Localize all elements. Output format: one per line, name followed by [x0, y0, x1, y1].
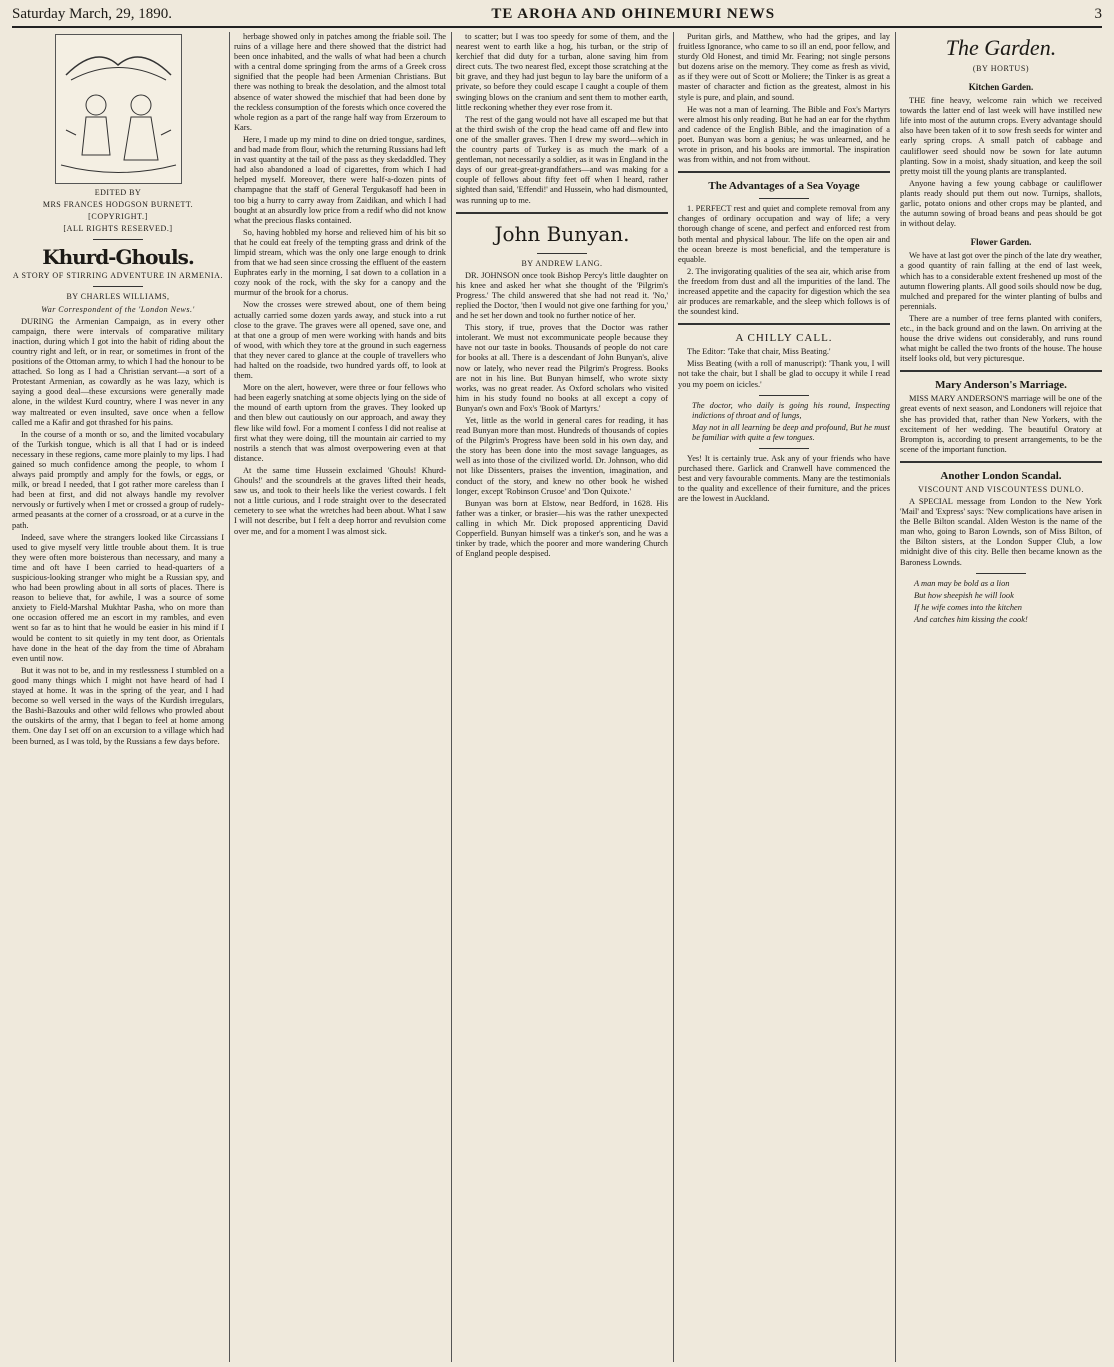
section-rule: [678, 323, 890, 325]
divider: [93, 286, 143, 287]
paragraph: This story, if true, proves that the Doctor was rather intolerant. We must not excommunicate people because they have not our taste in books. Thousands of people do not care for books at all. There is a descendant of John Bunyan's, alive now or lately, who never read the Pilgrim's Progress. Books are not in his line. But Bunyan himself, who wrote sixty works, was no great reader. As Oxford scholars who visited him in his study found no books at all except a copy of Bunyan's own and Fox's 'Book of Martyrs.': [456, 323, 668, 413]
newspaper-title: TE AROHA AND OHINEMURI NEWS: [491, 5, 776, 22]
article-title-sea-voyage: The Advantages of a Sea Voyage: [708, 180, 860, 193]
paragraph: Here, I made up my mind to dine on dried tongue, sardines, and bad made from flour, which the returning Russians had left in vast quantity at the tail of the pass as they skedaddled. They had also abandoned a load of cigarettes, from which I had helped myself. Moreover, there were half-a-dozen pints of champagne that the staff of General Tergukasoff had been in too big a hurry to carry away from Zaidikan, and which I had bought at an absurdly low price from a redif who did not know what the precious flasks contained.: [234, 134, 446, 225]
column-rule: [451, 32, 452, 1362]
verse: But how sheepish he will look: [914, 590, 1014, 600]
rights-reserved: [ALL RIGHTS RESERVED.]: [63, 224, 173, 234]
column-rule: [229, 32, 230, 1362]
page-number: 3: [1094, 5, 1102, 22]
paragraph: A SPECIAL message from London to the New York 'Mail' and 'Express' says: 'New complications have arisen in the Belle Bilton scandal. Alden Weston is the name of the man who, going to Baron Lownds, son of Miss Bilton, of the Bilton sisters, at the London Supper Club, a low midnight dive of this city. Belle then became known as the Baroness Lownds.: [900, 497, 1102, 567]
column-5: [900, 32, 1102, 1362]
paragraph: 1. PERFECT rest and quiet and complete removal from any changes of ordinary occupation and way of life; a very thorough change of scene, and perfect and enforced rest from both mental and physical labour. The life on the open air and the ocean breeze is most beneficial, and the temperature is equable.: [678, 204, 890, 264]
paragraph: MISS MARY ANDERSON'S marriage will be one of the great events of next season, and Londoners will rejoice that she has provided that, rather than New Yorkers, with the excitement of her wedding. The beautiful Oratory at Brompton is, according to present arrangements, to be the scene of the important function.: [900, 394, 1102, 454]
divider: [759, 198, 809, 199]
story-subtitle: A STORY OF STIRRING ADVENTURE IN ARMENIA.: [12, 271, 224, 281]
boys-and-girls-illustration: [55, 34, 182, 184]
paragraph: But it was not to be, and in my restlessness I stumbled on a good many things which I might not have heard of had I stayed at home. It was in the spring of the year, and I had become so well versed in the ways of the Kurdish irregulars, the Bashi-Bazouks and other wild fellows who prowled about the outskirts of the army, that I began to feel at home among them. One day I set off on an excursion to a village which had been burned, as I was told, by the Russians a few days before.: [12, 665, 224, 746]
divider: [759, 395, 809, 396]
section-rule: [678, 171, 890, 173]
paragraph: The rest of the gang would not have all escaped me but that at the third swish of the crop the head came off and flew into one of the smaller graves. Then I drew my sword—which in the country parts of Turkey is as much the mark of a gentleman, not necessarily a soldier, as it was in England in the days of our great-great-grandfathers—and was making for a couple of fellows about fifty feet off when I heard, rather sighted than said, 'Effendi!' and Hussein, who had dismounted, was running up to me.: [456, 114, 668, 205]
divider: [976, 573, 1026, 574]
decorative-title-illustration: [56, 35, 181, 183]
paragraph: Miss Beating (with a roll of manuscript): 'Thank you, I will not take the chair, but I shall be glad to occupy it while I read you my poem on icicles.': [678, 359, 890, 389]
author-role: War Correspondent of the 'London News.': [41, 304, 195, 314]
paragraph: We have at last got over the pinch of the late dry weather, a good quantity of rain falling at the end of last week, which has to a considerable extent freshened up most of the autumn flowering plants. All good soils should now be dug, mulched and prepared for the winter planting of bulbs and perennials.: [900, 251, 1102, 311]
editor-name: MRS FRANCES HODGSON BURNETT.: [42, 200, 194, 210]
column-rule: [895, 32, 896, 1362]
article-title-bunyan: John Bunyan.: [494, 221, 630, 246]
masthead: [12, 2, 1102, 28]
column-3: [456, 32, 668, 1362]
paragraph: At the same time Hussein exclaimed 'Ghouls! Khurd-Ghouls!' and the scoundrels at the graves lifted their heads, saw us, and took to their heels like the veriest cowards. I felt not a little curious, and I rode straight over to the desecrated cemetery to see what the wretches had been about. What I saw I will not describe, but I felt a deep horror and revulsion come over me, and for a moment I was almost sick.: [234, 465, 446, 536]
paragraph: Puritan girls, and Matthew, who had the gripes, and lay fruitless Ignorance, who came to so ill an end, poor fellow, and sturdy Old Honest, and timid Mr. Fearing; not single persons but dozens arise on the memory. They come as fresh as vivid, as if they were out of Scott or Moliere; the Tinker is as great a master of character and fiction as the greatest, almost in his style is pure, and plain, and sound.: [678, 32, 890, 102]
paragraph: There are a number of tree ferns planted with conifers, etc., in the back ground and on the lawn. On arriving at the house the drive widens out considerably, and runs round what might be called the two fronts of the house. The house itself looks old, but very picturesque.: [900, 313, 1102, 364]
paragraph: He was not a man of learning. The Bible and Fox's Martyrs were almost his only reading. But he had an ear for the rhythm and cadence of the English Bible, and the imagination of a poet. Bunyan was born a genius; he was unlearned, and he wrote in prison, and his books are immortal. The inspiration was from within, and not from without.: [678, 104, 890, 165]
column-4: [678, 32, 890, 1362]
column-2: [234, 32, 446, 1362]
article-title-chilly-call: A CHILLY CALL.: [735, 332, 833, 345]
article-title-scandal: Another London Scandal.: [940, 469, 1062, 482]
paragraph: DR. JOHNSON once took Bishop Percy's little daughter on his knee and asked her what she thought of the 'Pilgrim's Progress.' The child answered that she had not read it. 'No,' replied the Doctor, 'then I would not give one farthing for you,' and he set her down and took no further notice of her.: [456, 270, 668, 321]
verse: And catches him kissing the cook!: [914, 614, 1028, 624]
story-author: BY CHARLES WILLIAMS,: [66, 292, 170, 302]
paragraph: In the course of a month or so, and the limited vocabulary of the Turkish tongue, which is all that I had or is indeed necessary in these regions, came more plainly to my lips. I had gained so much confidence among the people, to whom I always paid promptly and amply for the fowls, or eggs, or milk, or bread I needed, that I got rather more careless than I had been at first, and did not always handle my revolver nervously or furtively when I met or crossed a group of rudely-armed peasants at the corner of a crossroad, or at a curve in the path.: [12, 429, 224, 530]
flower-garden-heading: Flower Garden.: [970, 237, 1032, 248]
paragraph: Bunyan was born at Elstow, near Bedford, in 1628. His father was a tinker, or brasier—his was the rather unexpected calling in which Mr. Dick proposed apprenticing David Copperfield. Bunyan himself was a tinker's son, and he was a tinker by trade, which the poorer and more wandering Church of England people despised.: [456, 498, 668, 559]
kitchen-garden-heading: Kitchen Garden.: [968, 82, 1034, 93]
paragraph: So, having hobbled my horse and relieved him of his bit so that he could eat freely of the tempting grass and drink of the limpid stream, which was the only one large enough to drink from that we had seen since crossing the effluent of the eastern Euphrates early in the morning, I sat down to a collation in a cozy nook of the rock, with the sky for a canopy and the murmur of the brook for a chorus.: [234, 227, 446, 298]
paragraph: to scatter; but I was too speedy for some of them, and the nearest went to earth like a hog, his turban, or the strip of kerchief that did duty for a turban, alone saving him from direct cuts. The two nearest fled, except those scratching at the bit grave, and they had just begun to lay bare the uniform of a private, so before they could escape I caught a couple of them swinging blows on the cranium and sent them to mother earth, little reckoning whether they ever rose from it.: [456, 32, 668, 112]
paragraph: herbage showed only in patches among the friable soil. The ruins of a village here and there showed that the district had been once inhabited, and the walls of what had been a church with a central dome springing from the arms of a Greek cross signified that the people had been Armenian Christians. But there was nothing to break the desolation, and the almost total absence of water showed the mischief that had been done by the reckless consumption of the forests which once covered the whole region as a part of the range half way from Erzeroum to Kars.: [234, 32, 446, 132]
column-rule: [673, 32, 674, 1362]
garden-byline: (BY HORTUS): [972, 64, 1030, 73]
column-1: [12, 32, 224, 1362]
paragraph: THE fine heavy, welcome rain which we received towards the latter end of last week will have instilled new life into most of the autumn crops. Every advantage should also have been taken of it to sow fresh seeds for winter and early spring crops. A small patch of cabbage and cauliflower seed should now be sown for late autumn planting. Sow in a moist, shady situation, and keep the soil pretty moist till the young plants are transplanted.: [900, 96, 1102, 176]
article-title-garden: The Garden.: [945, 35, 1057, 60]
article-author: BY ANDREW LANG.: [521, 258, 603, 268]
verse: May not in all learning be deep and profound, But he must be familiar with quite a few tongues.: [692, 422, 890, 442]
paragraph: Yet, little as the world in general cares for reading, it has read Bunyan more than most. Hundreds of thousands of copies of the Pilgrim's Progress have been sold in his own day, and the story has been done into the most savage languages, as well as into those of the civilized world. Dr. Johnson, who did not like Dissenters, praises the invention, imagination, and conduct of the story, and knew no other book he wished longer, except 'Robinson Crusoe' and 'Don Quixote.': [456, 416, 668, 496]
section-rule: [900, 461, 1102, 463]
scandal-subtitle: VISCOUNT AND VISCOUNTESS DUNLO.: [918, 484, 1084, 494]
section-rule: [900, 370, 1102, 372]
divider: [537, 253, 587, 254]
paragraph: The Editor: 'Take that chair, Miss Beating.': [687, 347, 831, 357]
paragraph: Anyone having a few young cabbage or cauliflower plants ready should put them out now. Turnips, shallots, garlic, potato onions and other crops may be planted, and the autumn sowing of broad beans and peas should be got in without delay.: [900, 178, 1102, 229]
story-title: Khurd-Ghouls.: [42, 245, 194, 270]
edited-by: EDITED BY: [94, 188, 142, 197]
copyright: [COPYRIGHT.]: [88, 212, 148, 222]
paragraph: Yes! It is certainly true. Ask any of your friends who have purchased there. Garlick and Cranwell have commenced the best and very favourable comments. Many are the testimonials to the quality and excellence of their furniture, and the prices are the lowest in Auckland.: [678, 454, 890, 504]
paragraph: Now the crosses were strewed about, one of them being actually carried some dozen yards away, and stuck into a rut close to the grave. The graves were all opened, save one, and at that one a group of men were working with hands and bits of wood, with which they tore at the ground in such eagerness that they never cared to glance at the couple of travellers who had halted on the roadside, two hundred yards off, to look at them.: [234, 300, 446, 381]
divider: [759, 448, 809, 449]
article-title-mary-anderson: Mary Anderson's Marriage.: [935, 379, 1067, 392]
divider: [93, 239, 143, 240]
verse: A man may be bold as a lion: [914, 578, 1010, 588]
verse: The doctor, who daily is going his round, Inspecting indictions of throat and of lungs,: [692, 400, 890, 420]
paragraph: Indeed, save where the strangers looked like Circassians I used to give myself very little trouble about them. It is true they were often more boisterous than necessary, and many a time and oft have I been carried to head-quarters of a suspicious-looking stranger who might be a Russian spy, and who had been prowling about in all sorts of places. There is reason to believe that, for awhile, I was a source of some anxiety to Field-Marshal Mukhtar Pasha, who on more than one occasion offered me an escort in my rambles, and even went so far as to hint that he would be easier in his mind if I would be content to sit quietly in my tent door, as Orientals have done in the heat of the day from the time of Abraham even until now.: [12, 532, 224, 663]
paragraph: DURING the Armenian Campaign, as in every other campaign, there were intervals of comparative military inaction, during which I got into the habit of riding about the country right and left, or in rear, or sometimes in front of the positions of the Ottoman army, to which I had the honour to be attached. So long as I had a Christian servant—a sort of a Protestant Armenian, as cowardly as he was lazy, which is saying a good deal—these excursions were generally made alone, in the wildest Kurd country, where I was never in any way maltreated or even insulted, save once when a fellow called me a Kafir and got thrashed for his pains.: [12, 316, 224, 427]
verse: If he wife comes into the kitchen: [914, 602, 1022, 612]
paragraph: More on the alert, however, were three or four fellows who had been eagerly snatching at some objects lying on the side of the mound of earth uptorn from the graves. They looked up and then blew out cautiously on our approach, and away they flew like wild fowl. For a moment I confess I did not realise at first what they were doing, till the mountain air carried to my nostrils a stench that was almost overpowering even at that distance.: [234, 383, 446, 463]
paragraph: 2. The invigorating qualities of the sea air, which arise from the freedom from dust and all the impurities of the land. The increased appetite and the capacity for digestion which the sea air produces are remarkable, and the sleep which follows is of the soundest kind.: [678, 266, 890, 317]
section-rule: [456, 212, 668, 214]
issue-date: Saturday March, 29, 1890.: [12, 5, 172, 22]
